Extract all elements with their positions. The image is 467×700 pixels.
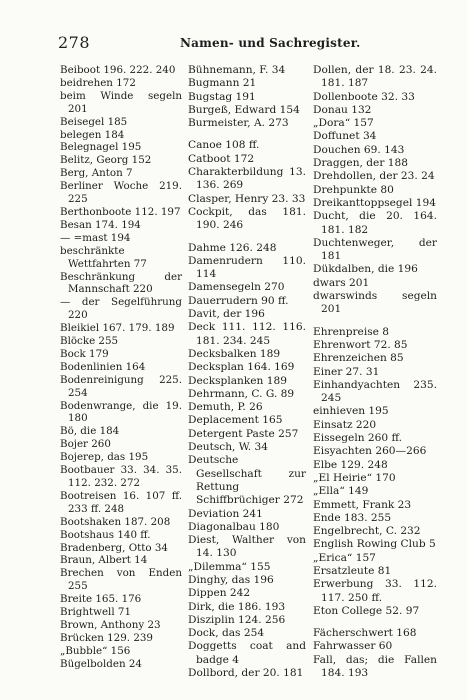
index-entry: Davit, der 196 [188,308,265,321]
index-entry: Catboot 172 [188,152,255,165]
index-entry: Belitz, Georg 152 [60,154,152,167]
index-entry: Fahrwasser 60 [313,640,393,653]
index-entry: Bühnemann, F. 34 [188,64,286,76]
index-entry: Cockpit, das 181. 190. 246 [188,205,306,232]
index-entry: „Erica“ 157 [313,551,376,564]
index-entry: Deck 111. 112. 116. 181. 234. 245 [188,321,306,347]
index-entry: Charakterbildung 13. 136. 269 [188,166,306,192]
index-entry: Dollbord, der 20. 181 [188,667,304,680]
index-entry: Bodenwrange, die 19. 180 [60,399,182,425]
index-entry: Bugstag 191 [188,90,256,103]
index-entry: Einsatz 220 [313,418,377,431]
index-entry: Einhandyachten 235. 245 [313,378,437,405]
index-column-1 [60,64,182,671]
index-entry: Canoe 108 ff. [188,139,260,152]
index-entry: Decksplanken 189 [188,374,287,387]
page-header [58,33,438,53]
index-entry: Beiboot 196. 222. 240 [60,64,176,76]
index-entry: Bootbauer 33. 34. 35. 112. 232. 272 [60,464,182,489]
index-entry: Bojerep, das 195 [60,451,149,464]
index-entry: beim Winde segeln 201 [60,89,182,115]
index-entry: Donau 132 [313,103,372,116]
index-entry: Eisyachten 260—266 [313,445,427,458]
index-entry: Belegnagel 195 [60,141,142,154]
index-entry: Dollen, der 18. 23. 24. 181. 187 [313,64,437,90]
index-entry: Ende 183. 255 [313,511,392,524]
index-entry: Berg, Anton 7 [60,167,133,180]
index-entry: Dahme 126. 248 [188,241,277,254]
index-entry: Fächerschwert 168 [313,627,417,640]
index-entry: Clasper, Henry 23. 33 [188,192,306,205]
index-entry: Bugmann 21 [188,77,257,90]
index-entry: Fall, das; die Fallen 184. 193 [313,653,437,680]
index-entry: Diest, Walther von 14. 130 [188,534,306,560]
index-entry: Bügelbolden 24 [60,657,142,670]
index-entry: Blöcke 255 [60,335,119,348]
index-entry: Erwerbung 33. 112. 117. 250 ff. [313,578,437,604]
index-entry: „Bubble“ 156 [60,644,131,657]
index-entry: Duchtenweger, der 181 [313,236,437,263]
index-entry: Beisegel 185 [60,115,128,128]
index-entry: Bootshaus 140 ff. [60,528,151,541]
index-entry: Demuth, P. 26 [188,401,263,414]
index-entry: Burmeister, A. 273 [188,117,289,130]
index-entry: „Dora“ 157 [313,117,374,130]
index-entry: Doggetts coat and badge 4 [188,640,306,666]
index-entry: Dükdalben, die 196 [313,263,418,276]
index-entry: Dehrmann, C. G. 89 [188,387,295,400]
index-entry: Dippen 242 [188,587,251,600]
index-entry: Douchen 69. 143 [313,143,405,156]
index-entry: Burgeß, Edward 154 [188,103,300,116]
index-entry: Draggen, der 188 [313,157,408,170]
index-entry: dwars 201 [313,276,370,289]
index-entry: Dollenboote 32. 33 [313,90,415,103]
index-entry: Dock, das 254 [188,627,265,640]
index-entry: Bootreisen 16. 107 ff. 233 ff. 248 [60,489,182,515]
index-entry: Braun, Albert 14 [60,554,148,567]
index-entry: Brechen von Enden 255 [60,567,182,593]
index-entry: Bö, die 184 [60,425,120,438]
index-entry: Ducht, die 20. 164. 181. 182 [313,210,437,236]
index-entry: Bock 179 [60,347,109,360]
index-entry: Elbe 129. 248 [313,458,388,471]
index-entry: Ehrenpreise 8 [313,325,390,338]
index-entry: Detergent Paste 257 [188,427,299,440]
index-entry: Doffunet 34 [313,130,377,143]
index-entry: Dinghy, das 196 [188,573,274,586]
index-entry: Damensegeln 270 [188,281,285,294]
index-entry: Bodenreinigung 225. 254 [60,373,182,399]
index-entry: „Dilemma“ 155 [188,560,271,573]
index-entry: Deutsch, W. 34 [188,441,269,454]
index-entry: beidrehen 172 [60,76,136,89]
index-entry: Deviation 241 [188,507,263,520]
index-entry: Drehpunkte 80 [313,183,394,196]
index-entry: Ersatzleute 81 [313,564,392,577]
index-entry: Bodenlinien 164 [60,360,146,373]
index-entry: einhieven 195 [313,405,389,418]
index-entry: Dreikanttoppsegel 194 [313,196,436,209]
index-entry: Dirk, die 186. 193 [188,600,286,613]
index-entry: Ehrenzeichen 85 [313,352,404,365]
index-entry: Decksplan 164. 169 [188,361,295,374]
index-entry: Engelbrecht, C. 232 [313,525,421,538]
index-column-2 [188,64,306,680]
index-entry: Bojer 260 [60,438,111,451]
index-entry: Bootshaken 187. 208 [60,515,171,528]
index-entry: Emmett, Frank 23 [313,498,412,511]
index-entry: Beschränkung der Mannschaft 220 [60,270,182,296]
index-entry: „Ella“ 149 [313,485,369,498]
index-entry: Diagonalbau 180 [188,520,280,533]
index-entry: Disziplin 124. 256 [188,613,286,626]
index-entry: Decksbalken 189 [188,347,281,360]
index-entry: dwarswinds segeln 201 [313,290,437,316]
index-entry: Drehdollen, der 23. 24 [313,170,435,183]
index-entry: Eissegeln 260 ff. [313,432,402,445]
index-entry: Bleikiel 167. 179. 189 [60,322,175,335]
index-entry: Deutsche Gesellschaft zur Rettung Schiffbrüchiger 272 [188,454,306,507]
index-entry: — der Segelführung 220 [60,296,182,322]
index-entry: Bradenberg, Otto 34 [60,541,168,554]
index-entry: Berthonboote 112. 197 [60,205,181,218]
index-entry: English Rowing Club 5 [313,538,436,551]
index-entry: Breite 165. 176 [60,593,142,606]
page-number: 278 [58,33,91,52]
index-entry: — =mast 194 [60,231,131,244]
index-column-3 [313,64,437,680]
running-head: Namen- und Sachregister. [180,36,361,50]
index-entry: Eton College 52. 97 [313,604,420,617]
index-entry: Brown, Anthony 23 [60,618,161,631]
index-entry: „El Heirie“ 170 [313,471,396,484]
index-entry: Ehrenwort 72. 85 [313,338,408,351]
index-entry: Brücken 129. 239 [60,631,153,644]
index-entry: Damenrudern 110. 114 [188,254,306,281]
index-entry: Berliner Woche 219. 225 [60,180,182,206]
index-entry: Einer 27. 31 [313,365,380,378]
index-entry: Brightwell 71 [60,606,132,619]
index-entry: belegen 184 [60,128,125,141]
index-entry: Deplacement 165 [188,414,283,427]
index-entry: Dauerrudern 90 ff. [188,294,289,307]
index-entry: Besan 174. 194 [60,218,141,231]
index-entry: beschränkte Wettfahrten 77 [60,244,147,270]
